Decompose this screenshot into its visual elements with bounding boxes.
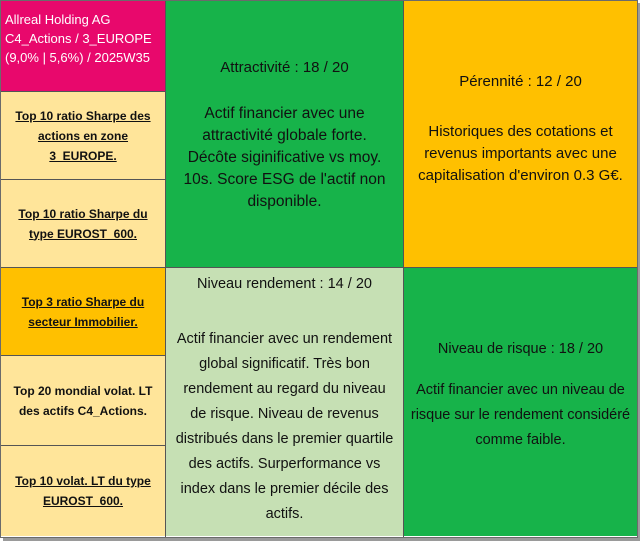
rendement-panel [166,268,403,536]
highlight-sharpe-type[interactable] [1,180,165,267]
highlight-label: Top 10 ratio Sharpe des actions en zone 3_EUROPE. [15,108,151,163]
grid-divider [165,1,166,537]
perennite-heading: Pérennité : 12 / 20 [459,73,582,90]
highlight-volat-world [1,356,165,445]
asset-period: (9,0% | 5,6%) / 2025W35 [5,50,151,65]
grid-divider [1,267,637,268]
risque-panel [404,268,637,536]
highlight-label: Top 10 volat. LT du type EUROST_600. [15,474,151,508]
highlight-label: Top 20 mondial volat. LT des actifs C4_Actions. [13,383,153,418]
attractivite-text: Actif financier avec une attractivité globale forte. Décôte siginificative vs moy. 10s. Score ESG de l'actif non disponible. [183,105,386,210]
rendement-text: Actif financier avec un rendement global significatif. Très bon rendement au regard du niveau de risque. Niveau de revenus distribués dans le premier quartile des actifs. Surperformance vs index dans le premier décile des actifs. [175,331,394,522]
grid-divider [1,445,165,446]
attractivite-heading: Attractivité : 18 / 20 [220,59,349,76]
grid-divider [403,1,404,537]
highlight-volat-type[interactable] [1,446,165,536]
highlight-sharpe-sector[interactable] [1,268,165,355]
perennite-text: Historiques des cotations et revenus importants avec une capitalisation d'environ 0.3 G€. [418,123,623,184]
risque-heading: Niveau de risque : 18 / 20 [437,341,604,357]
highlight-label: Top 3 ratio Sharpe du secteur Immobilier. [21,294,145,329]
risque-text: Actif financier avec un niveau de risque sur le rendement considéré comme faible. [410,382,631,448]
grid-divider [1,91,165,92]
highlight-label: Top 10 ratio Sharpe du type EUROST_600. [18,206,148,241]
asset-title-block [1,1,165,91]
asset-name: Allreal Holding AG [5,12,111,27]
attractivite-panel [166,1,403,267]
grid-divider [1,179,165,180]
highlight-sharpe-zone[interactable] [1,92,165,179]
rendement-heading: Niveau rendement : 14 / 20 [197,276,372,292]
perennite-panel [404,1,637,267]
grid-divider [1,355,165,356]
asset-category: C4_Actions / 3_EUROPE [5,31,152,46]
